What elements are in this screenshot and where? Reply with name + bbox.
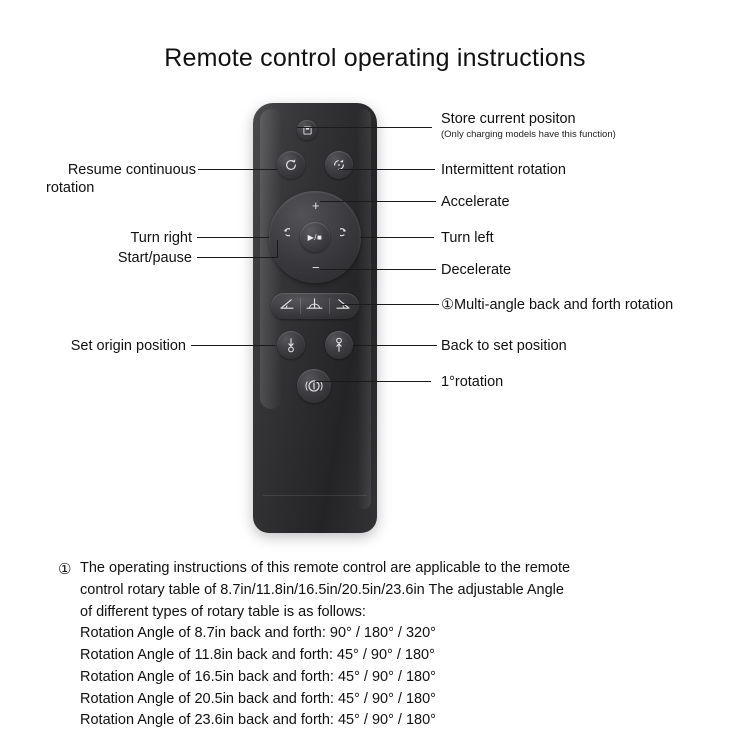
callout-intermittent-rotation: Intermittent rotation [441, 162, 566, 178]
callout-set-origin: Set origin position [70, 338, 186, 354]
one-degree-icon [303, 375, 325, 397]
callout-resume-rotation-line1: Resume continuous [67, 162, 196, 178]
angle-45-icon [280, 297, 295, 315]
footnote-line-2: control rotary table of 8.7in/11.8in/16.5in/20.5in/23.6in The adjustable Angle [80, 581, 564, 598]
resume-rotation-icon [284, 158, 298, 172]
callout-decelerate: Decelerate [441, 262, 512, 278]
bar-divider-left [300, 298, 301, 314]
page-title: Remote control operating instructions [164, 44, 586, 72]
turn-left-button[interactable] [340, 227, 354, 243]
footnote-body [80, 558, 698, 732]
footnote [58, 558, 698, 732]
footnote-angle-5: Rotation Angle of 23.6in back and forth: 45° / 90° / 180° [80, 712, 436, 729]
footnote-angle-4: Rotation Angle of 20.5in back and forth: 45° / 90° / 180° [80, 690, 436, 707]
callout-turn-left: Turn left [441, 230, 494, 246]
remote-seam [263, 495, 367, 496]
multi-angle-button[interactable] [271, 293, 359, 319]
callout-resume-rotation-line2: rotation [46, 180, 95, 197]
leader-line-store [297, 127, 432, 128]
decelerate-button[interactable]: − [312, 260, 320, 275]
footnote-line-3: of different types of rotary table is as follows: [80, 603, 366, 620]
leader-line-back-to-set [353, 345, 437, 346]
leader-line-intermittent [339, 169, 435, 170]
leader-line-decelerate [320, 269, 436, 270]
footnote-angle-3: Rotation Angle of 16.5in back and forth: 45° / 90° / 180° [80, 668, 436, 685]
callout-turn-right: Turn right [130, 230, 192, 246]
bar-divider-right [329, 298, 330, 314]
footnote-angle-2: Rotation Angle of 11.8in back and forth: 45° / 90° / 180° [80, 647, 435, 663]
set-origin-button[interactable] [277, 331, 305, 359]
leader-line-one-degree [315, 381, 431, 382]
store-position-button[interactable] [297, 120, 317, 140]
start-pause-button[interactable] [300, 222, 330, 252]
callout-start-pause: Start/pause [117, 250, 192, 266]
play-pause-icon: ▶/■ [307, 232, 323, 242]
accelerate-button[interactable]: + [312, 198, 320, 213]
angle-180-icon [335, 297, 350, 315]
callout-store-position-label: Store current positon [441, 111, 576, 127]
angle-90-icon [306, 297, 323, 315]
leader-line-resume [198, 169, 277, 170]
leader-line-accelerate [320, 201, 436, 202]
callout-back-to-set-position: Back to set position [441, 338, 567, 354]
intermittent-rotation-button[interactable] [325, 151, 353, 179]
back-to-set-position-button[interactable] [325, 331, 353, 359]
callout-store-position [441, 110, 616, 141]
callout-accelerate: Accelerate [441, 194, 510, 210]
footnote-marker: ① [58, 561, 72, 578]
leader-line-start-pause-riser [277, 240, 278, 258]
turn-right-button[interactable] [276, 227, 290, 243]
one-degree-rotation-button[interactable] [297, 369, 331, 403]
footnote-angle-1: Rotation Angle of 8.7in back and forth: 90° / 180° / 320° [80, 625, 436, 642]
leader-line-start-pause [197, 257, 277, 258]
callout-store-position-note: (Only charging models have this function) [441, 129, 616, 141]
remote-control-body [253, 103, 377, 533]
leader-line-set-origin [191, 345, 275, 346]
back-to-position-icon [332, 337, 346, 353]
footnote-line-1: The operating instructions of this remote control are applicable to the remote [80, 560, 571, 576]
leader-line-turn-right [197, 237, 269, 238]
resume-rotation-button[interactable] [277, 151, 305, 179]
leader-line-multi-angle [341, 304, 439, 305]
callout-resume-rotation [0, 161, 196, 197]
callout-multi-angle: ①Multi-angle back and forth rotation [441, 297, 674, 313]
callout-one-degree-rotation: 1°rotation [441, 374, 504, 390]
set-origin-icon [284, 337, 298, 353]
leader-line-turn-left [360, 237, 434, 238]
